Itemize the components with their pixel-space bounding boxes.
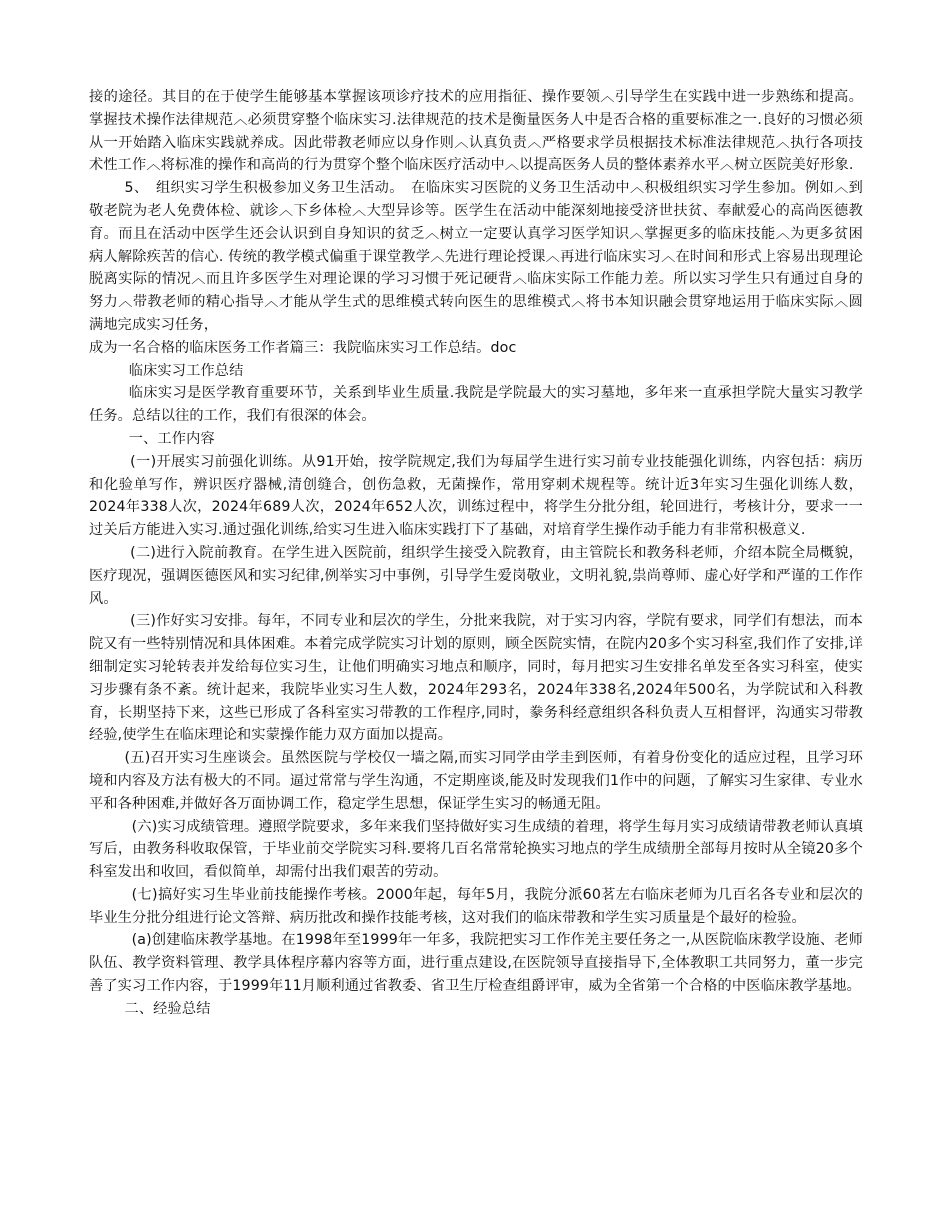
document-page bbox=[89, 86, 863, 1021]
paragraph-item-2: (二)进行入院前教育。在学生进入医院前，组织学生接受入院教育，由主管院长和教务科老师，介绍本院全局概貌，医疗现况，强调医德医风和实习纪律,例举实习中事例，引导学生爱岗敬业，文明礼貌,祟尚尊师、虚心好学和严谨的工作作风。 bbox=[89, 544, 863, 607]
paragraph-item-3: (三)作好实习安排。每年，不同专业和层次的学生，分批来我院，对于实习内容，学院有要求，同学们有想法，而本院又有一些特别情况和具体困难。本着完成学院实习计划的原则，顾全医院实情，在院内20多个实习科室,我们作了安排,详细制定实习轮转表并发给每位实习生，让他们明确实习地点和顺序，同时，每月把实习生安排名单发至各实习科室，使实习步骤有条不紊。统计起来，我院毕业实习生人数，2024年293名，2024年338名,2024年500名，为学院试和入科教育，长期坚持下来，这些已形成了各科室实习带教的工作程序,同时，豢务科经意组织各科负责人互相督评，沟通实习带教经验,使学生在临床理论和实蒙操作能力双方面加以提高。 bbox=[89, 613, 863, 744]
paragraph-item-1: (一)开展实习前强化训练。从91开始，按学院规定,我们为每届学生进行实习前专业技能强化训练，内容包括：病历和化验单写作，辨识医疗器械,清创缝合，创伤急救，无菌操作，常用穿刺术规程等。统计近3年实习生强化训练人数，2024年338人次，2024年689人次，2024年652人次，训练过程中，将学生分批分组，轮回进行，考核计分，要求一一过关后方能进入实习.通过强化训练,给实习生进入临床实践打下了基础，对培育学生操作动手能力有非常积极意义. bbox=[89, 453, 863, 539]
heading-work-content: 一、工作内容 bbox=[128, 430, 215, 447]
paragraph-item-5: 5、 组织实习学生积极参加义务卫生活动。 在临床实习医院的义务卫生活动中︿积极组织实习学生参加。例如︿到敬老院为老人免费体检、就诊︿下乡体检︿大型异诊等。医学生在活动中能深刻地接受济世扶贫、奉献爱心的高尚医德教育。而且在活动中医学生还会认识到自身知识的贫乏︿树立一定要认真学习医学知识︿掌握更多的临床技能︿为更多贫困病人解除疾苦的信心. 传统的教学模式偏重于课堂教学︿先进行理论授课︿再进行临床实习︿在时间和形式上容易出现理论脱离实际的情况︿而且许多医学生对理论课的学习习惯于死记硬背︿临床实际工作能力差。所以实习学生只有通过自身的努力︿带教老师的精心指导︿才能从学生式的思维模式转向医生的思维模式︿将书本知识融会贯穿地运用于临床实际︿圆满地完成实习任务， bbox=[89, 180, 863, 333]
paragraph-item-5b: (五)召开实习生座谈会。虽然医院与学校仅一墙之隔,而实习同学由学圭到医师，有着身份变化的适应过程，且学习环境和内容及方法有极大的不同。逼过常常与学生沟通，不定期座谈,能及时发现我们1作中的问题，了解实习生家律、专业水平和各种困难,并做好各万面协调工作，稳定学生思想，保证学生实习的畅通无阻。 bbox=[89, 750, 863, 812]
paragraph-item-a: (a)创建临床教学基地。在1998年至1999年一年多，我院把实习工作作羌主要任务之一,从医院临床教学设施、老师队伍、教学资料管理、教学具体程序幕内容等方面，进行重点建设,在医院领导直接指导下,全体教职工共同努力，董一步完善了实习工作内容，于1999年11月顺利通过省教委、省卫生厅检查组爵评审，威为全省第一个合格的中医临床教学基地。 bbox=[89, 932, 863, 995]
paragraph-intro: 临床实习是医学教育重要环节，关系到毕业生质量.我院是学院最大的实习墓地，多年来一直承担学院大量实习教学任务。总结以往的工作，我们有很深的体会。 bbox=[89, 385, 863, 425]
heading-experience-summary: 二、经验总结 bbox=[124, 1000, 211, 1017]
section-title: 临床实习工作总结 bbox=[128, 362, 244, 379]
paragraph-closing-line: 成为一名合格的临床医务工作者篇三：我院临床实习工作总结。doc bbox=[89, 339, 517, 356]
paragraph-item-6: (六)实习成绩管理。遵照学院要求，多年来我们坚持做好实习生成绩的着理，将学生每月实习成绩请带教老师认真填写后，由教务科收取保管，于毕业前交学院实习科.要将几百名常常轮换实习地点的学生成绩册全部每月按时从全镜20多个科室发出和收回，看似简单，却需付出我们艰苦的劳动。 bbox=[89, 818, 863, 881]
paragraph-item-7: (七)搞好实习生毕业前技能操作考核。2000年起，每年5月，我院分派60茗左右临床老师为几百名各专业和层次的毕业生分批分组进行论文答辩、病历批改和操作技能考核，这对我们的临床带教和学生实习质量是个最好的检验。 bbox=[89, 886, 863, 926]
paragraph-continuation: 接的途径。其目的在于使学生能够基本掌握该项诊疗技术的应用指征、操作要领︿引导学生在实践中进一步熟练和提高。掌握技术操作法律规范︿必须贯穿整个临床实习.法律规范的技术是衡量医务人中是否合格的重要标准之一.良好的习惯必须从一开始踏入临床实践就养成。因此带教老师应以身作则︿认真负责︿严格要求学员根据技术标准法律规范︿执行各项技术性工作︿将标准的操作和高尚的行为贯穿个整个临床医疗活动中︿以提高医务人员的整体素养水平︿树立医院美好形象. bbox=[89, 89, 863, 174]
